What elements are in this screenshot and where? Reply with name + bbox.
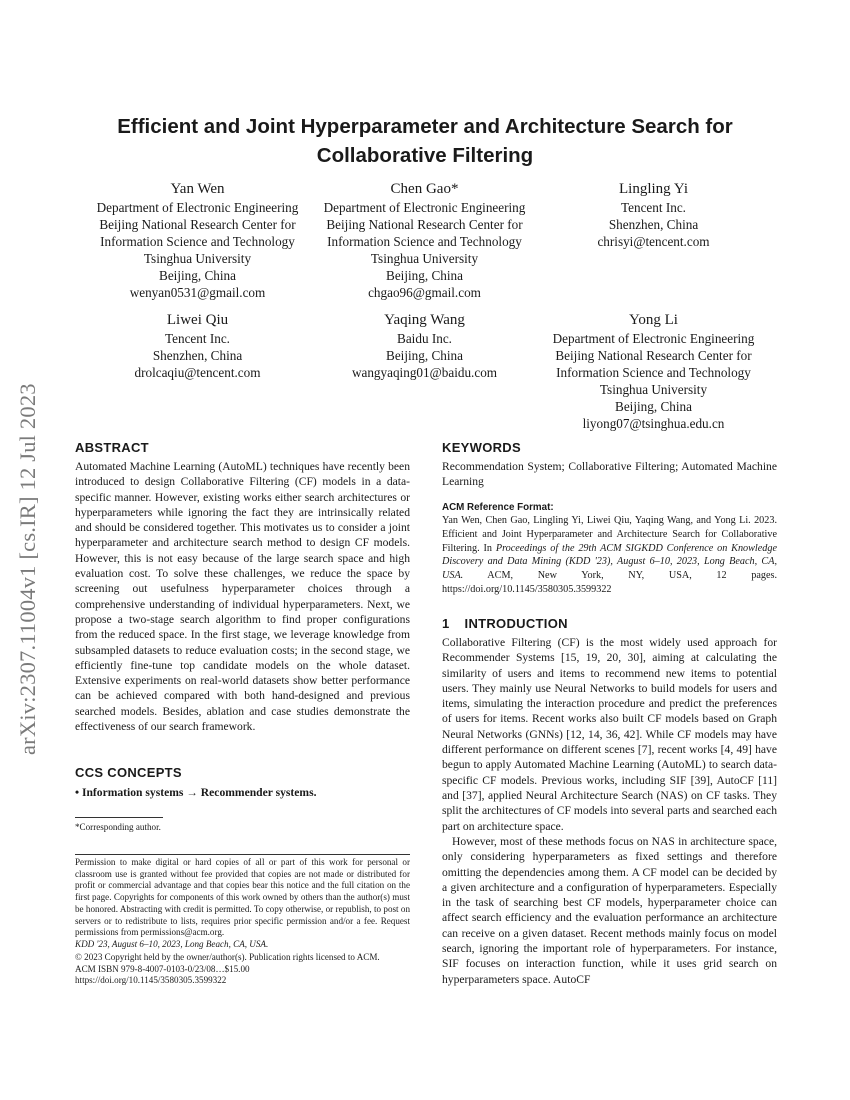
author-affiliation: Tencent Inc. — [165, 331, 230, 346]
intro-paragraph: However, most of these methods focus on NAS in architecture space, only considering hyperparameters as fixed settings and therefore omitting the dependencies among them. A CF model can be decided by a given architecture and a configuration of hyperparameters. Especially in the task of searching best CF models, hyperparameter choice can affect search efficiency and the evaluation performance an architecture can receive on a given dataset. Recent methods mainly focus on model search, ignoring the important role of hyperparameters. For instance, SIF focuses on interaction function, while it uses grid search on hyperparameters space. AutoCF — [442, 835, 777, 986]
intro-paragraph: Collaborative Filtering (CF) is the most widely used approach for Recommender Systems [15, 19, 20, 30], aiming at calculating the similarity of users and items to recommend new items to potential users. They mainly use Neural Networks to build models for users and items, simulating the interaction procedure and predict the preferences of users for items. Recent works also built CF models based on Graph Neural Networks (GNNs) [12, 14, 36, 42]. While CF models may have different performance on different scenes [7], recent works [4, 49] have begun to apply Automated Machine Learning (AutoML) to search data-specific CF models. Previous works, including SIF [39], AutoCF [11] and [37], applied Neural Architecture Search (NAS) on CF tasks. They split the architectures of CF models into several parts and searched each part on architecture space. — [442, 636, 777, 833]
author-affiliation: Beijing National Research Center for — [555, 348, 752, 363]
acm-ref-heading: ACM Reference Format: — [442, 502, 554, 513]
author-affiliation: Beijing National Research Center for — [326, 217, 523, 232]
author-email: wenyan0531@gmail.com — [129, 285, 266, 300]
author-affiliation: Beijing, China — [386, 268, 463, 283]
author-email: drolcaqiu@tencent.com — [134, 365, 261, 380]
permission-notice: Permission to make digital or hard copies of all or part of this work for personal or classroom use is granted without fee provided that copies are not made or distributed for profit or commercial advantage and that copies bear this notice and the full citation on the first page. Copyrights for components of this work owned by others than the author(s) must be honored. Abstracting with credit is permitted. To copy otherwise, or republish, to post on servers or to redistribute to lists, requires prior specific permission and/or a fee. Request permissions from permissions@acm.org. — [75, 857, 410, 938]
author-affiliation: Baidu Inc. — [397, 331, 452, 346]
author-affiliation: Shenzhen, China — [608, 217, 699, 232]
author-email: wangyaqing01@baidu.com — [351, 365, 498, 380]
author-affiliation: Information Science and Technology — [100, 234, 295, 249]
arxiv-stamp: arXiv:2307.11004v1 [cs.IR] 12 Jul 2023 — [15, 383, 40, 755]
section-title: INTRODUCTION — [464, 616, 568, 631]
abstract-text: Automated Machine Learning (AutoML) techniques have recently been introduced to design Collaborative Filtering (CF) models in a data-specific manner. However, existing works either search architectures or hyperparameters while ignoring the fact they are intrinsically related and should be considered together. This motivates us to consider a joint hyperparameter and architecture search method to design CF models. However, this is not easy because of the large search space and high evaluation cost. To solve these challenges, we reduce the space by screening out usefulness hyperparameter choices through a comprehensive understanding of individual hyperparameters. Next, we propose a two-stage search algorithm to find proper configurations from the reduced space. In the first stage, we leverage knowledge from subsampled datasets to reduce evaluation costs; in the second stage, we efficiently fine-tune top candidate models on the whole dataset. Extensive experiments on real-world datasets show better performance can be achieved compared with both hand-designed and previous searched models. Besides, ablation and case studies demonstrate the effectiveness of our search framework. — [75, 460, 410, 734]
isbn-line: ACM ISBN 979-8-4007-0103-0/23/08…$15.00 — [75, 963, 250, 974]
doi-link[interactable]: https://doi.org/10.1145/3580305.3599322 — [75, 975, 227, 986]
copyright-line: © 2023 Copyright held by the owner/author(s). Publication rights licensed to ACM. — [75, 952, 380, 962]
author-block — [307, 311, 542, 381]
abstract-heading: ABSTRACT — [75, 440, 149, 455]
footnote-rule — [75, 817, 163, 818]
title-line-1: Efficient and Joint Hyperparameter and Architecture Search for — [117, 115, 733, 138]
keywords-heading: KEYWORDS — [442, 440, 521, 455]
author-affiliation: Information Science and Technology — [327, 234, 522, 249]
acm-ref-venue: Proceedings of the 29th ACM SIGKDD Conference on Knowledge Discovery and Data Mining (KDD '23), August 6–10, 2023, Long Beach, CA, USA. — [442, 542, 777, 582]
author-affiliation: Information Science and Technology — [556, 365, 751, 380]
author-affiliation: Tencent Inc. — [621, 200, 686, 215]
author-affiliation: Department of Electronic Engineering — [96, 200, 299, 215]
author-affiliation: Beijing National Research Center for — [99, 217, 296, 232]
conference-info: KDD '23, August 6–10, 2023, Long Beach, CA, USA. — [75, 939, 269, 949]
author-name: Chen Gao* — [390, 181, 459, 197]
author-name: Yan Wen — [170, 181, 225, 197]
author-name: Yong Li — [629, 312, 678, 328]
intro-heading — [442, 616, 777, 632]
author-name: Lingling Yi — [618, 181, 689, 197]
author-email: chrisyi@tencent.com — [597, 234, 710, 249]
keywords-text: Recommendation System; Collaborative Filtering; Automated Machine Learning — [442, 460, 777, 489]
acm-ref-text: ACM, New York, NY, USA, 12 pages. https://doi.org/10.1145/3580305.3599322 — [442, 570, 777, 595]
author-affiliation: Tsinghua University — [143, 251, 252, 266]
author-affiliation: Department of Electronic Engineering — [552, 331, 755, 346]
acm-reference — [442, 514, 777, 597]
author-affiliation: Department of Electronic Engineering — [323, 200, 526, 215]
author-name: Yaqing Wang — [384, 312, 465, 328]
permission-rule — [75, 854, 410, 855]
author-block — [536, 180, 771, 250]
section-number: 1 — [442, 616, 450, 631]
ccs-concepts: • Information systems → Recommender systems. — [75, 786, 317, 799]
author-affiliation: Tsinghua University — [370, 251, 479, 266]
author-block — [536, 311, 771, 432]
author-affiliation: Beijing, China — [159, 268, 236, 283]
acm-ref-text: Yan Wen, Chen Gao, Lingling Yi, Liwei Qiu, Yaqing Wang, and Yong Li. 2023. Efficient and Joint Hyperparameter and Architecture Search for Collaborative Filtering. In — [442, 515, 777, 554]
author-email: chgao96@gmail.com — [368, 285, 481, 300]
paper-title — [40, 112, 810, 170]
ccs-heading: CCS CONCEPTS — [75, 765, 182, 780]
author-block — [80, 180, 315, 301]
author-block — [307, 180, 542, 301]
author-affiliation: Tsinghua University — [599, 382, 708, 397]
title-line-2: Collaborative Filtering — [316, 144, 534, 167]
author-block — [80, 311, 315, 381]
footnote: *Corresponding author. — [75, 822, 161, 832]
author-email: liyong07@tsinghua.edu.cn — [582, 416, 725, 431]
copyright-block — [75, 952, 410, 987]
author-affiliation: Beijing, China — [386, 348, 463, 363]
author-name: Liwei Qiu — [166, 312, 229, 328]
author-affiliation: Shenzhen, China — [152, 348, 243, 363]
author-affiliation: Beijing, China — [615, 399, 692, 414]
